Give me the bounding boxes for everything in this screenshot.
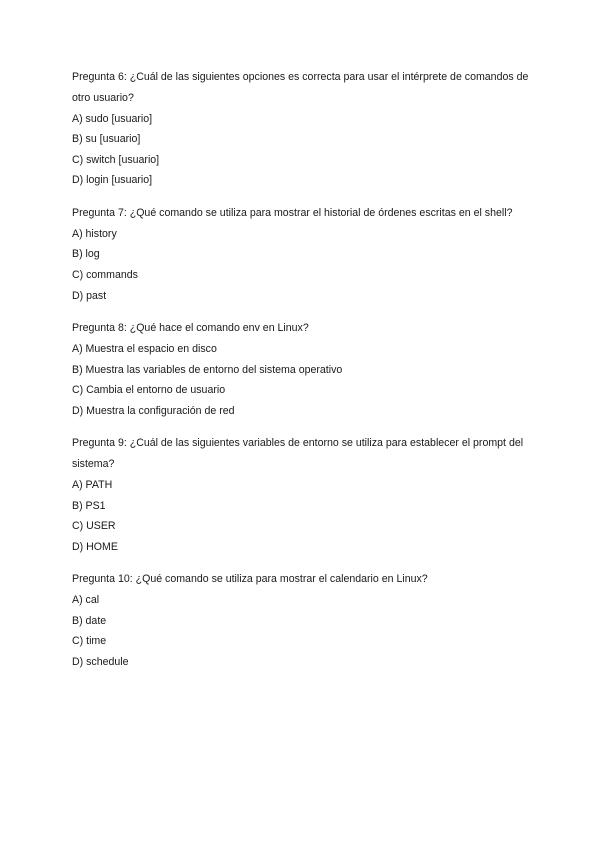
option-d: D) login [usuario]	[72, 174, 153, 187]
option-c: C) Cambia el entorno de usuario	[72, 384, 226, 397]
option-b: B) log	[72, 248, 100, 261]
option-a: A) sudo [usuario]	[72, 112, 153, 125]
question-10	[72, 569, 542, 672]
option-c: C) switch [usuario]	[72, 153, 160, 166]
option-list	[72, 475, 542, 557]
question-text: Pregunta 6: ¿Cuál de las siguientes opciones es correcta para usar el intérprete de comandos de otro usuario?	[72, 71, 529, 104]
option-a: A) Muestra el espacio en disco	[72, 342, 217, 355]
question-text: Pregunta 9: ¿Cuál de las siguientes variables de entorno se utiliza para establecer el prompt del sistema?	[72, 437, 524, 471]
option-b: B) date	[72, 614, 107, 627]
option-list	[72, 224, 542, 306]
option-b: B) su [usuario]	[72, 133, 141, 146]
question-text: Pregunta 7: ¿Qué comando se utiliza para mostrar el historial de órdenes escritas en el shell?	[72, 206, 513, 219]
option-d: D) schedule	[72, 655, 129, 668]
document-page	[72, 67, 542, 684]
option-list	[72, 590, 542, 672]
question-7	[72, 203, 542, 306]
option-a: A) cal	[72, 594, 100, 607]
question-text: Pregunta 8: ¿Qué hace el comando env en Linux?	[72, 322, 309, 335]
option-c: C) time	[72, 635, 107, 648]
question-6	[72, 67, 542, 191]
option-a: A) history	[72, 227, 117, 240]
option-list	[72, 109, 542, 191]
question-9	[72, 433, 542, 557]
option-list	[72, 339, 542, 421]
option-d: D) HOME	[72, 540, 118, 553]
option-d: D) past	[72, 289, 107, 302]
option-c: C) commands	[72, 268, 138, 281]
option-a: A) PATH	[72, 478, 113, 491]
option-d: D) Muestra la configuración de red	[72, 404, 235, 417]
question-8	[72, 318, 542, 421]
option-b: B) PS1	[72, 499, 106, 512]
question-text: Pregunta 10: ¿Qué comando se utiliza para mostrar el calendario en Linux?	[72, 573, 428, 586]
option-c: C) USER	[72, 520, 116, 533]
option-b: B) Muestra las variables de entorno del sistema operativo	[72, 363, 343, 376]
